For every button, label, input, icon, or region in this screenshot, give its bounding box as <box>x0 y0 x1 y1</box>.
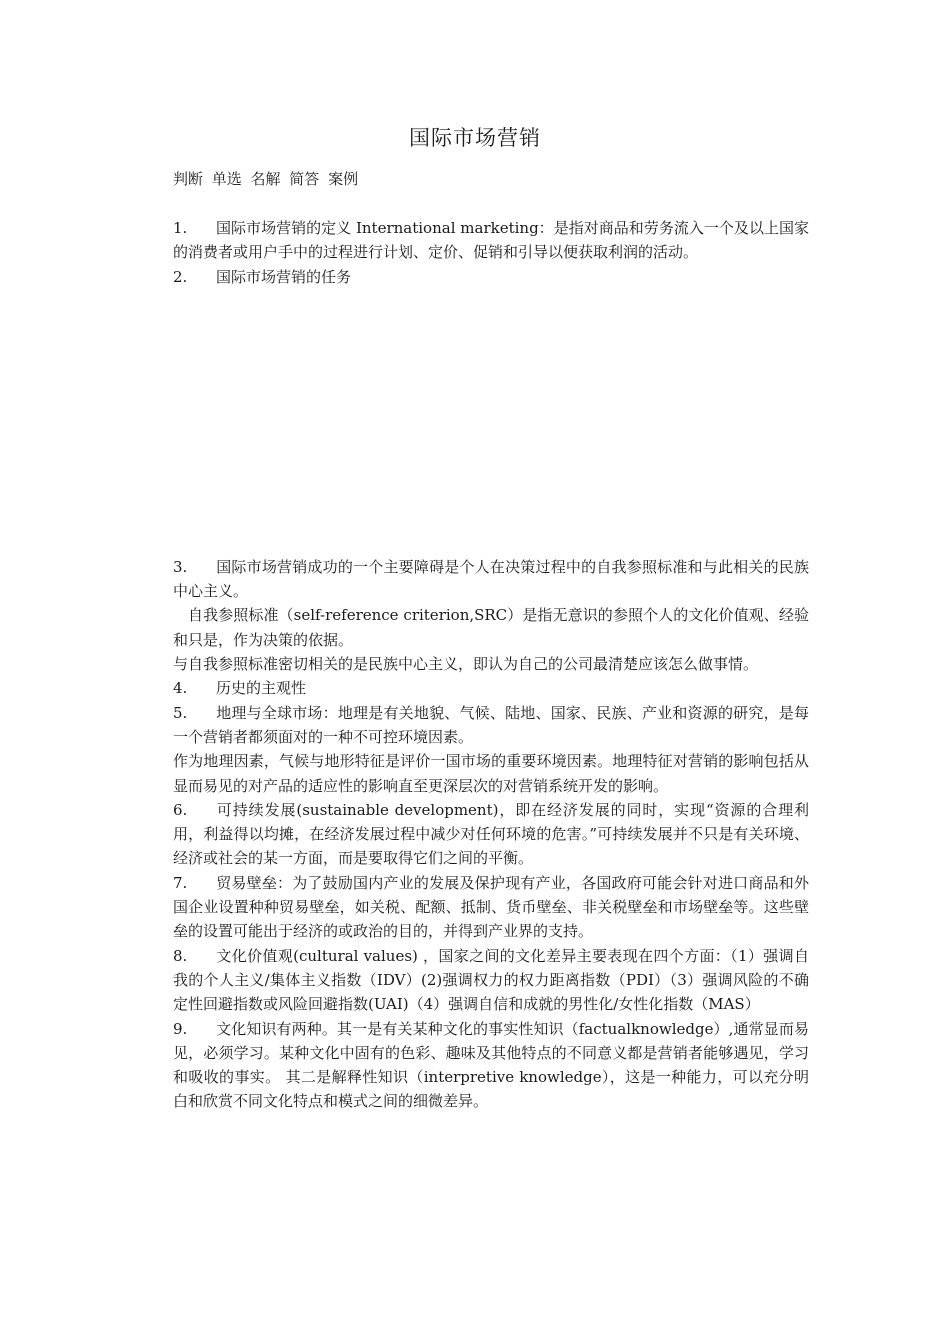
item-text: 贸易壁垒：为了鼓励国内产业的发展及保护现有产业，各国政府可能会针对进口商品和外国企业设置种种贸易壁垒，如关税、配额、抵制、货币壁垒、非关税壁垒和市场壁垒等。这些壁垒的设置可能出于经济的或政治的目的，并得到产业界的支持。 <box>173 873 809 941</box>
paragraph-ethnocentrism: 与自我参照标准密切相关的是民族中心主义，即认为自己的公司最清楚应该怎么做事情。 <box>173 655 759 674</box>
document-body <box>173 216 809 1114</box>
item-text: 历史的主观性 <box>216 679 307 698</box>
item-number: 1. <box>173 219 188 237</box>
item-text: 国际市场营销成功的一个主要障碍是个人在决策过程中的自我参照标准和与此相关的民族中心主义。 <box>173 557 809 601</box>
item-number: 5. <box>173 703 188 722</box>
item-number: 9. <box>173 1019 188 1038</box>
item-6 <box>173 798 809 871</box>
paragraph-geography: 作为地理因素，气候与地形特征是评价一国市场的重要环境因素。地理特征对营销的影响包括从显而易见的对产品的适应性的影响直至更深层次的对营销系统开发的影响。 <box>173 752 809 795</box>
item-number: 3. <box>173 557 188 576</box>
item-number: 8. <box>173 946 188 965</box>
item-5 <box>173 701 809 750</box>
item-number: 7. <box>173 873 188 892</box>
question-types: 判断 单选 名解 简答 案例 <box>173 170 359 188</box>
item-1 <box>173 216 809 265</box>
item-2 <box>173 265 809 289</box>
item-number: 2. <box>173 267 188 286</box>
document-title: 国际市场营销 <box>409 126 541 150</box>
item-number: 6. <box>173 800 188 819</box>
item-text: 文化知识有两种。其一是有关某种文化的事实性知识（factualknowledge）,通常显而易见，必须学习。某种文化中固有的色彩、趣味及其他特点的不同意义都是营销者能够遇见，学习和吸收的事实。 其二是解释性知识（interpretive knowledge），这是一种能力，可以充分明白和欣赏不同文化特点和模式之间的细微差异。 <box>173 1019 809 1111</box>
paragraph-src: 自我参照标准（self-reference criterion,SRC）是指无意识的参照个人的文化价值观、经验和只是，作为决策的依据。 <box>173 606 809 649</box>
item-4 <box>173 676 809 700</box>
item-text: 国际市场营销的定义 International marketing：是指对商品和劳务流入一个及以上国家的消费者或用户手中的过程进行计划、定价、促销和引导以便获取利润的活动。 <box>173 219 809 262</box>
item-text: 地理与全球市场：地理是有关地貌、气候、陆地、国家、民族、产业和资源的研究，是每一个营销者都须面对的一种不可控环境因素。 <box>173 703 809 746</box>
item-text: 国际市场营销的任务 <box>216 267 352 286</box>
item-7 <box>173 871 809 944</box>
item-9 <box>173 1017 809 1114</box>
item-text: 可持续发展(sustainable development)，即在经济发展的同时，实现“资源的合理利用，利益得以均摊，在经济发展过程中减少对任何环境的危害。”可持续发展并不只是有关环境、经济或社会的某一方面，而是要取得它们之间的平衡。 <box>173 800 809 868</box>
item-8 <box>173 944 809 1017</box>
item-number: 4. <box>173 679 188 698</box>
blank-space <box>173 289 809 555</box>
item-text: 文化价值观(cultural values) ，国家之间的文化差异主要表现在四个方面：（1）强调自我的个人主义/集体主义指数（IDV）(2)强调权力的权力距离指数（PDI）（3）强调风险的不确定性回避指数或风险回避指数(UAI)（4）强调自信和成就的男性化/女性化指数（MAS） <box>173 946 809 1014</box>
item-3 <box>173 555 809 604</box>
